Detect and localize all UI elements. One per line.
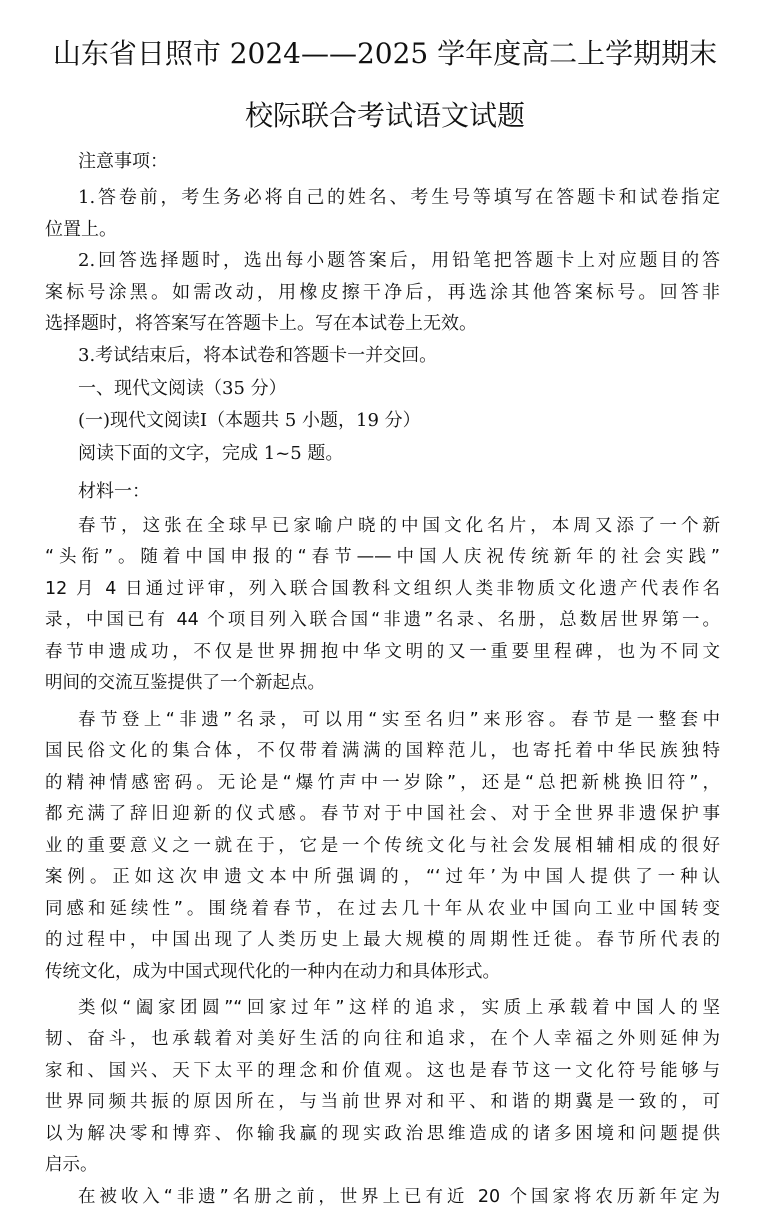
passage-line: 国民俗文化的集合体，不仅带着满满的国粹范儿，也寄托着中华民族独特 (45, 741, 720, 761)
note-1-line1: 1.答卷前，考生务必将自己的姓名、考生号等填写在答题卡和试卷指定 (78, 187, 720, 208)
note-2-line2: 案标号涂黑。如需改动，用橡皮擦干净后，再选涂其他答案标号。回答非 (45, 282, 720, 303)
passage-line: 春节，这张在全球早已家喻户晓的中国文化名片，本周又添了一个新 (78, 516, 720, 536)
passage-line: 类似“阖家团圆”“回家过年”这样的追求，实质上承载着中国人的坚 (78, 998, 720, 1018)
material-label: 材料一： (78, 481, 150, 502)
passage-line: 案例。正如这次申遗文本中所强调的，“‘过年’为中国人提供了一种认 (45, 867, 720, 887)
passage-line: 明间的交流互鉴提供了一个新起点。 (45, 673, 325, 693)
passage-line: 传统文化，成为中国式现代化的一种内在动力和具体形式。 (45, 962, 500, 982)
passage-line: 同感和延续性”。围绕着春节，在过去几十年从农业中国向工业中国转变 (45, 899, 720, 919)
passage-line: 韧、奋斗，也承载着对美好生活的向往和追求，在个人幸福之外则延伸为 (45, 1029, 720, 1049)
passage-line: 的精神情感密码。无论是“爆竹声中一岁除”，还是“总把新桃换旧符”， (45, 773, 720, 793)
reading-instruction: 阅读下面的文字，完成 1~5 题。 (78, 443, 344, 464)
note-3: 3.考试结束后，将本试卷和答题卡一并交回。 (78, 345, 438, 366)
passage-line: 在被收入“非遗”名册之前，世界上已有近 20 个国家将农历新年定为 (78, 1187, 720, 1207)
passage-line: 家和、国兴、天下太平的理念和价值观。这也是春节这一文化符号能够与 (45, 1061, 720, 1081)
subsection-heading: (一)现代文阅读Ⅰ（本题共 5 小题，19 分） (78, 410, 421, 431)
note-1-line2: 位置上。 (45, 219, 117, 240)
note-2-line3: 选择题时，将答案写在答题卡上。写在本试卷上无效。 (45, 313, 477, 334)
passage-line: 启示。 (45, 1155, 98, 1175)
passage-line: 录，中国已有 44 个项目列入联合国“非遗”名录、名册，总数居世界第一。 (45, 610, 720, 630)
passage-line: 世界同频共振的原因所在，与当前世界对和平、和谐的期冀是一致的，可 (45, 1092, 720, 1112)
exam-title-line1: 山东省日照市 2024——2025 学年度高二上学期期末 (52, 37, 718, 70)
section-heading: 一、现代文阅读（35 分） (78, 378, 287, 399)
passage-line: 以为解决零和博弈、你输我赢的现实政治思维造成的诸多困境和问题提供 (45, 1124, 720, 1144)
exam-title-line2: 校际联合考试语文试题 (244, 99, 525, 132)
passage-line: 业的重要意义之一就在于，它是一个传统文化与社会发展相辅相成的很好 (45, 836, 720, 856)
note-2-line1: 2.回答选择题时，选出每小题答案后，用铅笔把答题卡上对应题目的答 (78, 250, 720, 271)
passage-line: 12 月 4 日通过评审，列入联合国教科文组织人类非物质文化遗产代表作名 (45, 579, 720, 599)
passage-line: 春节申遗成功，不仅是世界拥抱中华文明的又一重要里程碑，也为不同文 (45, 642, 720, 662)
passage-line: “头衔”。随着中国申报的“春节——中国人庆祝传统新年的社会实践” (45, 547, 720, 567)
passage-line: 都充满了辞旧迎新的仪式感。春节对于中国社会、对于全世界非遗保护事 (45, 804, 720, 824)
passage-line: 春节登上“非遗”名录，可以用“实至名归”来形容。春节是一整套中 (78, 710, 720, 730)
notes-heading: 注意事项： (78, 151, 168, 172)
passage-line: 的过程中，中国出现了人类历史上最大规模的周期性迁徙。春节所代表的 (45, 930, 720, 950)
